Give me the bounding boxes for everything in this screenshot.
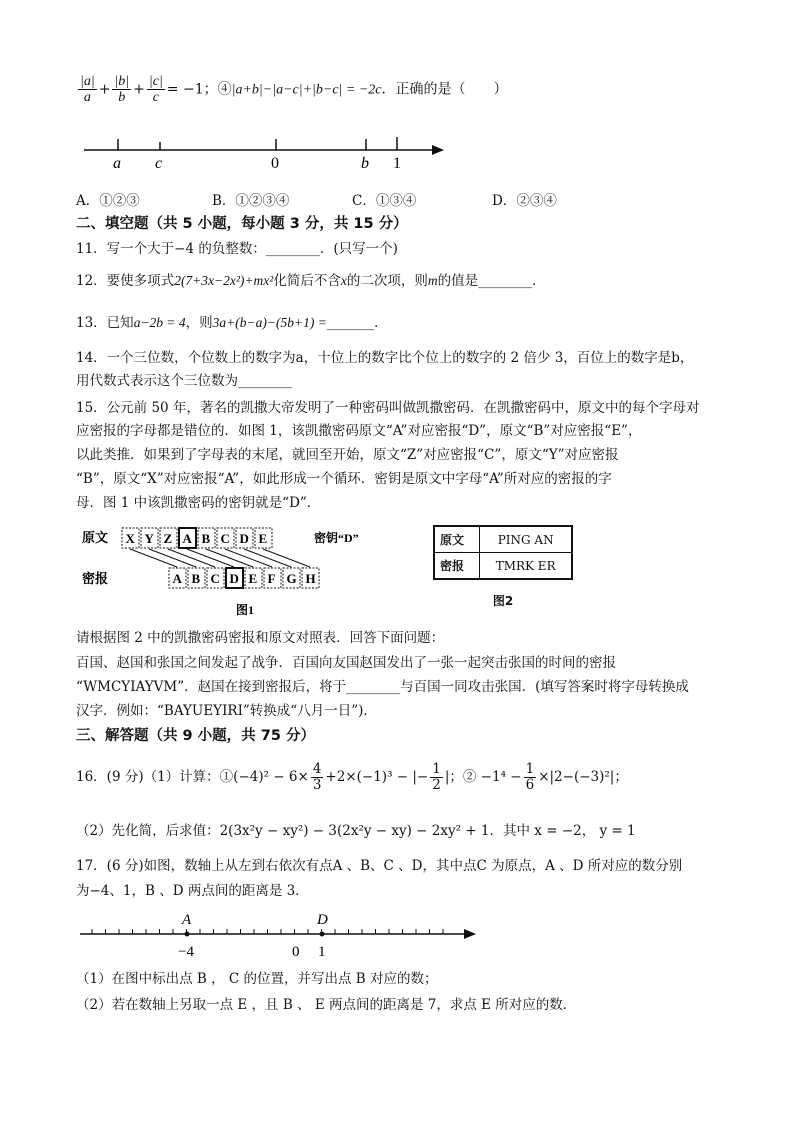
cipher-letter: A	[172, 571, 182, 586]
fig2-row-plain-value: PING AN	[480, 526, 572, 553]
q10-option-c: C．①③④	[352, 193, 417, 209]
q16-part1-mid: +2×(−1)³ − |−	[325, 769, 429, 785]
q16-part1-end: ×|2−(−3)²|；	[538, 769, 628, 785]
cipher-letter: B	[191, 571, 201, 586]
q10-option-b: B．①②③④	[212, 193, 290, 209]
q13	[76, 314, 388, 332]
q17-sub1: （1）在图中标出点 B ， C 的位置，并写出点 B 对应的数；	[76, 971, 438, 987]
section3-title: 三、解答题（共 9 小题，共 75 分）	[76, 728, 315, 744]
plain-letter: X	[125, 531, 135, 546]
q10-number-line	[76, 128, 456, 174]
fig1-label-plain: 原文	[82, 530, 109, 545]
q10-stem: $\frac{|a|}{a}$ + $\frac{|b|}{b}$ + $\frac{|c|}{c}$ = −1；④|a+b|−|a−c|+|b−c| = −2c．正确的是（ ）	[80, 74, 508, 105]
frac-den: 3	[312, 777, 322, 793]
q14-line1: 14．一个三位数，个位数上的数字为a，十位上的数字比个位上的数字的 2 倍少 3，百位上的数字是b，	[76, 350, 694, 366]
q15-line: 以此类推．如果到了字母表的末尾，就回至开始，原文“Z”对应密报“C”，原文“Y”对应密报	[76, 447, 619, 463]
q17-sub2: （2）若在数轴上另取一点 E ，且 B 、 E 两点间的距离是 7，求点 E 所对应的数．	[76, 997, 577, 1013]
fig1-label-cipher: 密报	[82, 571, 109, 586]
cipher-letter: D	[229, 571, 239, 586]
axis-label-1: 1	[318, 944, 326, 960]
plain-letter: C	[220, 531, 230, 546]
mapping-arrow	[263, 549, 310, 567]
axis-label-1: 1	[393, 155, 401, 172]
axis-label-b: b	[361, 155, 369, 172]
q15-line: 母．图 1 中该凯撒密码的密钥就是“D”．	[76, 495, 321, 511]
fig1-caption: 图1	[236, 603, 255, 617]
cipher-letter: F	[267, 571, 276, 586]
fig2-row-plain-label: 原文	[434, 526, 480, 553]
cipher-letter: C	[210, 571, 220, 586]
frac-den: 2	[432, 777, 441, 793]
frac-num: 4	[312, 761, 322, 777]
plain-letter: D	[239, 531, 249, 546]
q16-frac-1	[311, 762, 324, 793]
q12-m: m	[427, 273, 438, 288]
caesar-cipher-figure-1	[76, 520, 396, 618]
q16-part1-pre: 16．(9 分)（1）计算：①(−4)² − 6×	[76, 769, 309, 785]
q15-after: 百国、赵国和张国之间发起了战争．百国向友国赵国发出了一张一起突击张国的时间的密报	[76, 655, 616, 671]
q13-pre: 13．已知	[76, 315, 134, 331]
q10-ask: ．正确的是（ ）	[381, 81, 508, 98]
frac-den: 6	[525, 777, 535, 793]
q15-line: 15．公元前 50 年，著名的凯撒大帝发明了一种密码叫做凯撒密码．在凯撒密码中，原文中的每个字母对	[76, 400, 700, 416]
mapping-arrow	[168, 549, 215, 567]
mapping-arrow	[225, 549, 272, 567]
q17-number-line	[76, 908, 486, 964]
frac-abs-a-over-a: $\frac{|a|}{a}$	[80, 74, 95, 105]
mapping-arrow	[244, 549, 291, 567]
q13-mid: ，则	[185, 315, 213, 331]
axis-label-A: A	[182, 912, 192, 928]
frac-abs-c-over-c: $\frac{|c|}{c}$	[148, 74, 163, 105]
fig1-key: 密钥“D”	[314, 531, 359, 545]
mapping-arrow	[130, 549, 177, 567]
q16-part1-mid2: |；② −1⁴ −	[444, 769, 522, 785]
cipher-letter: E	[248, 571, 258, 586]
q10-part3-tail: = −1；④	[166, 81, 232, 98]
q10-option-d: D．②③④	[492, 193, 557, 209]
q13-tail: _______．	[326, 315, 388, 331]
q12-x: x	[340, 273, 347, 288]
q10-part4: |a+b|−|a−c|+|b−c| = −2c	[231, 82, 382, 98]
caesar-table-figure-2	[433, 525, 573, 609]
q10-option-a: A．①②③	[76, 193, 140, 209]
q11: 11．写一个大于−4 的负整数：________．(只写一个)	[76, 241, 398, 257]
axis-label-a: a	[113, 155, 121, 172]
plain-letter: Y	[144, 531, 154, 546]
q16-frac-2	[430, 762, 443, 793]
cipher-letter: G	[286, 571, 297, 586]
q13-expr: 3a+(b−a)−(5b+1) =	[212, 315, 327, 330]
plain-letter: A	[182, 531, 192, 546]
fig2-caption: 图2	[492, 594, 514, 608]
mapping-arrow	[149, 549, 196, 567]
q15-line: 应密报的字母都是错位的．如图 1，该凯撒密码原文“A”对应密报“D”，原文“B”对应密报“E”，	[76, 423, 642, 439]
plain-letter: Z	[163, 531, 173, 546]
frac-num: 1	[432, 761, 441, 777]
q17-line2: 为−4、1，B 、D 两点间的距离是 3．	[76, 883, 309, 899]
q16-part1	[76, 762, 628, 793]
axis-label-neg4: −4	[178, 944, 194, 960]
plain-letter: E	[258, 531, 268, 546]
q14-line2: 用代数式表示这个三位数为________	[76, 373, 292, 389]
q16-part2: （2）先化简，后求值：2(3x²y − xy²) − 3(2x²y − xy) − 2xy² + 1．其中 x = −2， y = 1	[76, 823, 636, 839]
q12-post: 的二次项，则	[346, 273, 428, 289]
frac-num: 1	[525, 761, 535, 777]
q12-mid: 化简后不含	[273, 273, 341, 289]
axis-label-D: D	[317, 912, 328, 928]
plain-letter: B	[201, 531, 211, 546]
q15-after: “WMCYIAYVM”．赵国在接到密报后，将于________与百国一同攻击张国．(填写答案时将字母转换成	[76, 679, 689, 695]
axis-label-0: 0	[271, 155, 279, 172]
mapping-arrow	[206, 549, 253, 567]
q12	[76, 272, 546, 290]
q12-expr: 2(7+3x−2x²)+mx²	[174, 273, 274, 288]
q12-pre: 12．要使多项式	[76, 273, 175, 289]
axis-label-0: 0	[292, 944, 300, 960]
q16-frac-3	[524, 762, 537, 793]
frac-abs-b-over-b: $\frac{|b|}{b}$	[114, 74, 130, 105]
mapping-arrow	[187, 549, 234, 567]
q17-line1: 17．(6 分)如图，数轴上从左到右依次有点A 、B、C 、D，其中点C 为原点，A 、D 所对应的数分别	[76, 858, 683, 874]
q15-after: 请根据图 2 中的凯撒密码密报和原文对照表．回答下面问题：	[76, 630, 445, 646]
cipher-letter: H	[305, 571, 316, 586]
section2-title: 二、填空题（共 5 小题，每小题 3 分，共 15 分）	[76, 216, 408, 232]
q15-line: “B”，原文“X”对应密报“A”，如此形成一个循环．密钥是原文中字母“A”所对应的密报的字	[76, 471, 612, 487]
q15-after: 汉字．例如：“BAYUEYIRI”转换成“八月一日”)．	[76, 703, 377, 719]
q12-tail: 的值是________．	[437, 273, 546, 289]
q13-condition: a−2b = 4	[133, 315, 186, 330]
axis-label-c: c	[155, 155, 163, 172]
fig2-row-cipher-label: 密报	[434, 553, 480, 580]
fig2-row-cipher-value: TMRK ER	[480, 553, 572, 580]
